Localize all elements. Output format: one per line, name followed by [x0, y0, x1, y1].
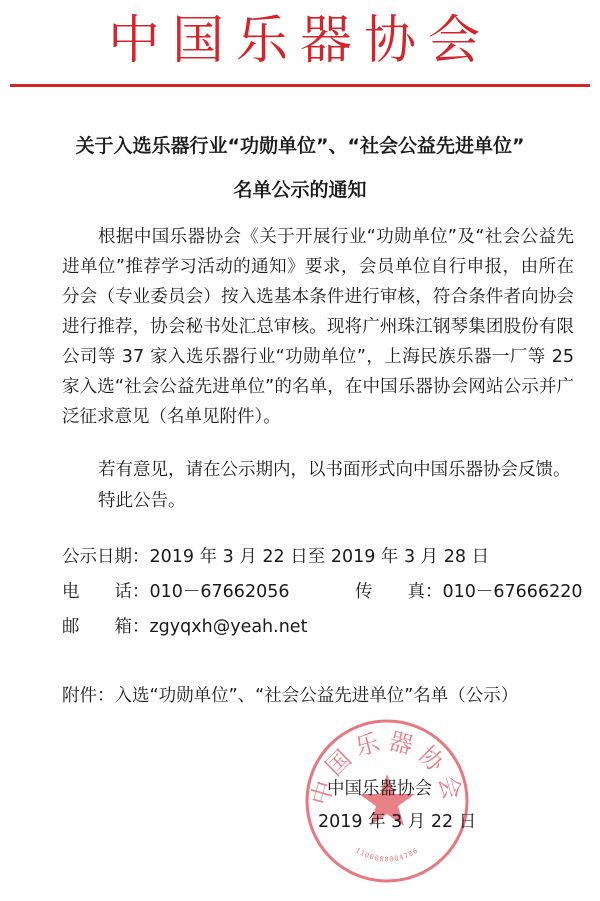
seal-arc-text: 中国乐器协会: [305, 726, 469, 809]
attachment-note: 附件：入选“功勋单位”、“社会公益先进单位”名单（公示）: [62, 686, 519, 706]
telephone-label: 电 话：: [62, 582, 150, 602]
notice-title-line2: 名单公示的通知: [233, 179, 367, 201]
notice-body-paragraph: 根据中国乐器协会《关于开展行业“功勋单位”及“社会公益先进单位”推荐学习活动的通知》要求，会员单位自行申报，由所在分会（专业委员会）按入选基本条件进行审核，符合条件者向协会进行推荐，协会秘书处汇总审核。现将广州珠江钢琴集团股份有限公司等 37 家入选乐器行业“功勋单位”，上海民族乐器一厂等 25 家入选“社会公益先进单位”的名单，在中国乐器协会网站公示并广泛征求意见（名单见附件）。: [62, 227, 574, 427]
email-value: zgyqxh@yeah.net: [149, 617, 308, 637]
seal-number: 1100000004706: [353, 846, 421, 864]
svg-text:1100000004706: [354, 846, 420, 863]
fax-value: 010－67666220: [442, 582, 583, 602]
fax-row: [355, 578, 582, 603]
publicity-date-row: [62, 543, 489, 568]
fax-label: 传 真：: [355, 582, 443, 602]
official-seal: [302, 716, 472, 886]
letterhead-org-name: 中国乐器协会: [107, 11, 492, 71]
feedback-paragraph: 若有意见，请在公示期内，以书面形式向中国乐器协会反馈。: [98, 460, 571, 480]
telephone-row: [62, 578, 289, 603]
letterhead-divider: [10, 84, 590, 87]
email-label: 邮 箱：: [62, 617, 150, 637]
publicity-date-label: 公示日期：: [62, 547, 150, 567]
notice-title-line1: 关于入选乐器行业“功勋单位”、“社会公益先进单位”: [75, 135, 525, 157]
signature-date: 2019 年 3 月 22 日: [318, 812, 477, 832]
telephone-value: 010－67662056: [149, 582, 290, 602]
signature-org: 中国乐器协会: [327, 779, 432, 799]
email-row: [62, 613, 307, 638]
closing-paragraph: 特此公告。: [98, 491, 186, 511]
publicity-date-value: 2019 年 3 月 22 日至 2019 年 3 月 28 日: [149, 547, 490, 567]
